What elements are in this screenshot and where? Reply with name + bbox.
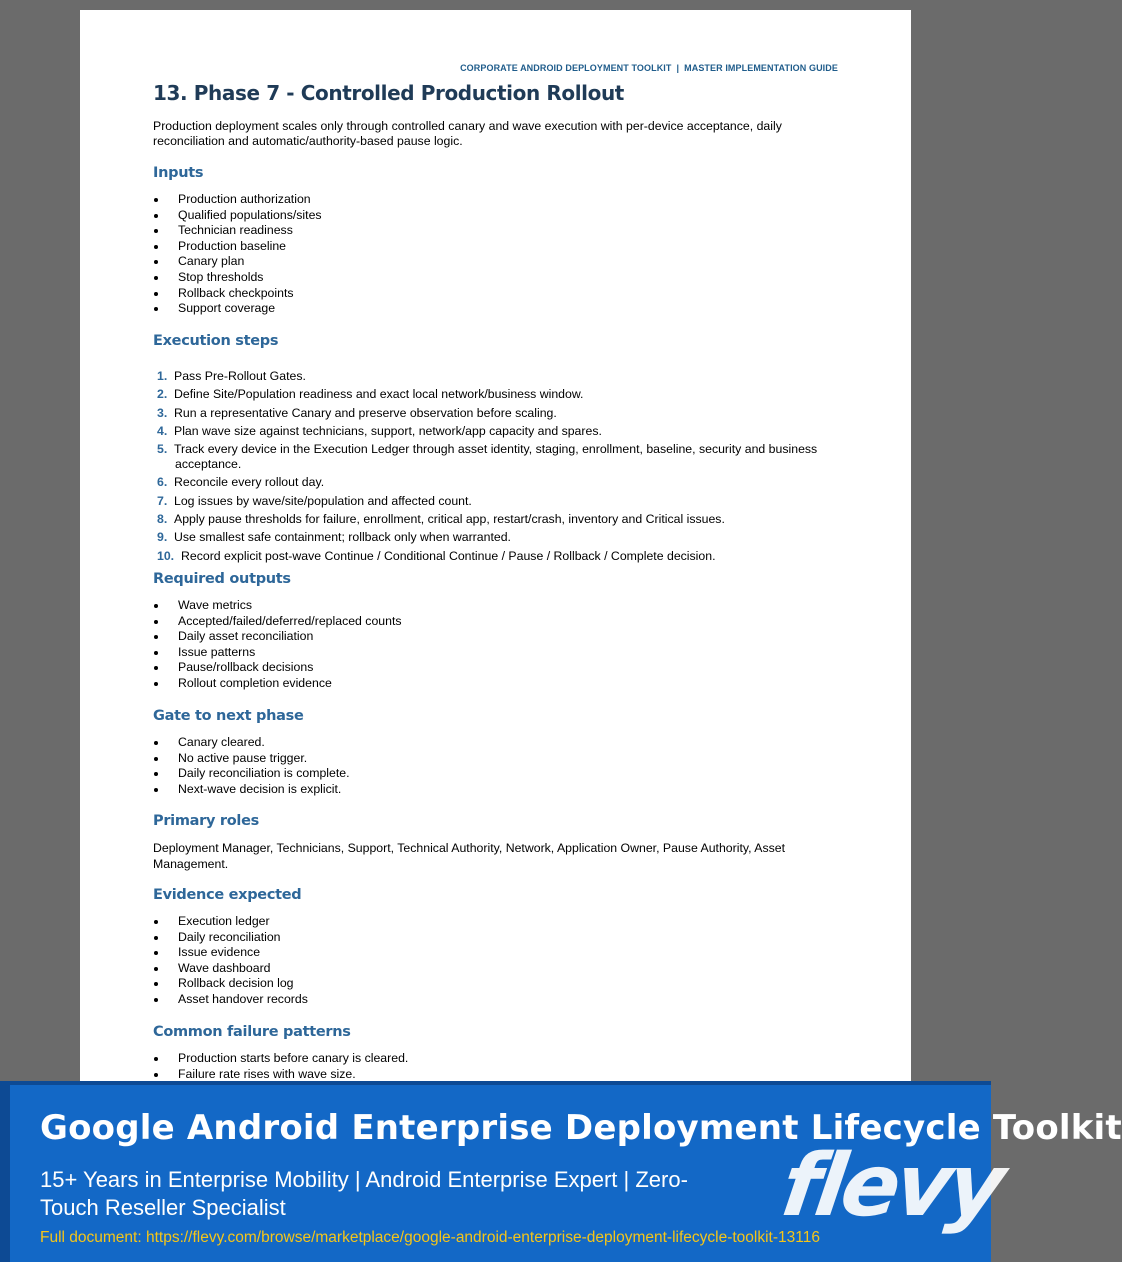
step-number: 5. xyxy=(157,442,168,457)
roles-paragraph: Deployment Manager, Technicians, Support, Technical Authority, Network, Application Owner, Pause Authority, Asset Management. xyxy=(153,841,786,871)
flevy-logo: flevy xyxy=(775,1136,1008,1236)
step-text: Track every device in the Execution Ledger through asset identity, staging, enrollment, baseline, security and business xyxy=(174,442,818,457)
gate-heading: Gate to next phase xyxy=(153,708,304,724)
list-item: Canary plan xyxy=(153,254,823,270)
step-text: Reconcile every rollout day. xyxy=(174,475,325,490)
step-item xyxy=(153,512,838,527)
step-number: 3. xyxy=(157,405,168,420)
list-item: Daily reconciliation is complete. xyxy=(153,766,823,782)
banner-top-stripe xyxy=(0,1081,991,1085)
step-item xyxy=(153,406,838,421)
banner-left-stripe xyxy=(0,1085,10,1262)
step-item xyxy=(153,549,838,564)
banner-subtitle: 15+ Years in Enterprise Mobility | Android Enterprise Expert | Zero-Touch Reseller Specialist xyxy=(40,1167,688,1220)
step-text: Apply pause thresholds for failure, enrollment, critical app, restart/crash, inventory and Critical issues. xyxy=(174,512,725,527)
list-item: Technician readiness xyxy=(153,223,823,239)
step-text: Run a representative Canary and preserve observation before scaling. xyxy=(174,405,557,420)
list-item: Issue evidence xyxy=(153,945,823,961)
evidence-list xyxy=(153,914,823,1008)
list-item: Rollback decision log xyxy=(153,976,823,992)
step-text: Pass Pre-Rollout Gates. xyxy=(174,369,306,383)
step-text: Plan wave size against technicians, support, network/app capacity and spares. xyxy=(174,423,602,438)
step-item xyxy=(153,475,838,490)
promo-banner xyxy=(0,1081,1122,1262)
header-left: CORPORATE ANDROID DEPLOYMENT TOOLKIT xyxy=(460,63,672,73)
list-item: Production starts before canary is cleared. xyxy=(153,1051,823,1067)
step-text-continuation: acceptance. xyxy=(175,457,242,472)
list-item: Wave dashboard xyxy=(153,961,823,977)
intro-paragraph: Production deployment scales only through controlled canary and wave execution with per-device acceptance, daily reconciliation and automatic/authority-based pause logic. xyxy=(153,119,782,148)
list-item: Daily asset reconciliation xyxy=(153,629,823,645)
list-item: Next-wave decision is explicit. xyxy=(153,782,823,798)
list-item: Execution ledger xyxy=(153,914,823,930)
evidence-heading: Evidence expected xyxy=(153,887,302,903)
header-separator: | xyxy=(676,63,680,73)
step-item xyxy=(153,369,838,384)
failures-heading: Common failure patterns xyxy=(153,1024,351,1040)
step-text: Log issues by wave/site/population and affected count. xyxy=(174,493,472,508)
step-item xyxy=(153,494,838,509)
step-number: 4. xyxy=(157,423,168,438)
list-item: Production baseline xyxy=(153,239,823,255)
gate-list xyxy=(153,735,823,797)
roles-heading: Primary roles xyxy=(153,813,259,829)
list-item: Wave metrics xyxy=(153,598,823,614)
step-number: 6. xyxy=(157,475,168,490)
list-item: Pause/rollback decisions xyxy=(153,660,823,676)
step-number: 1. xyxy=(157,369,168,383)
step-text: Use smallest safe containment; rollback only when warranted. xyxy=(174,530,511,545)
list-item: Stop thresholds xyxy=(153,270,823,286)
steps-list xyxy=(153,369,838,567)
list-item: Canary cleared. xyxy=(153,735,823,751)
inputs-heading: Inputs xyxy=(153,165,204,181)
list-item: Issue patterns xyxy=(153,645,823,661)
steps-heading: Execution steps xyxy=(153,333,279,349)
step-item xyxy=(153,442,838,472)
running-header xyxy=(460,63,838,73)
list-item: Support coverage xyxy=(153,301,823,317)
failures-list xyxy=(153,1051,823,1082)
banner-title: Google Android Enterprise Deployment Lifecycle Toolkit xyxy=(40,1108,1122,1148)
outputs-heading: Required outputs xyxy=(153,571,291,587)
list-item: Production authorization xyxy=(153,192,823,208)
inputs-list xyxy=(153,192,823,317)
step-number: 10. xyxy=(157,548,175,563)
page-title: 13. Phase 7 - Controlled Production Rollout xyxy=(153,81,624,105)
step-text: Record explicit post-wave Continue / Conditional Continue / Pause / Rollback / Complete decision. xyxy=(181,548,716,563)
step-number: 9. xyxy=(157,530,168,545)
list-item: Qualified populations/sites xyxy=(153,208,823,224)
header-right: MASTER IMPLEMENTATION GUIDE xyxy=(684,63,838,73)
document-link[interactable]: Full document: https://flevy.com/browse/marketplace/google-android-enterprise-deployment-lifecycle-toolkit-13116 xyxy=(40,1229,820,1246)
step-number: 8. xyxy=(157,512,168,527)
step-item xyxy=(153,530,838,545)
list-item: No active pause trigger. xyxy=(153,751,823,767)
step-number: 7. xyxy=(157,493,168,508)
document-page xyxy=(80,10,911,1085)
list-item: Asset handover records xyxy=(153,992,823,1008)
list-item: Accepted/failed/deferred/replaced counts xyxy=(153,614,823,630)
list-item: Rollback checkpoints xyxy=(153,286,823,302)
step-item xyxy=(153,387,838,402)
list-item: Daily reconciliation xyxy=(153,930,823,946)
list-item: Rollout completion evidence xyxy=(153,676,823,692)
outputs-list xyxy=(153,598,823,692)
list-item: Failure rate rises with wave size. xyxy=(153,1067,823,1083)
step-text: Define Site/Population readiness and exact local network/business window. xyxy=(174,387,584,402)
step-item xyxy=(153,424,838,439)
step-number: 2. xyxy=(157,387,168,402)
